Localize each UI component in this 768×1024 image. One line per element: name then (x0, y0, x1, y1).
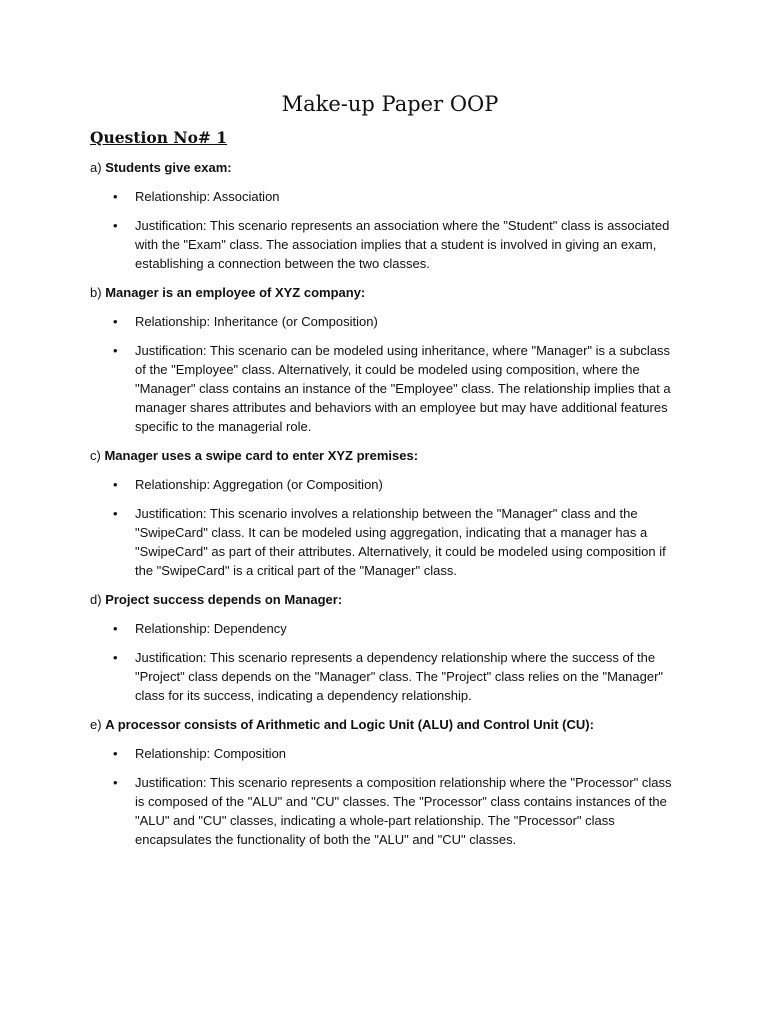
section-label (90, 283, 682, 302)
relationship-text: Relationship: Association (135, 189, 280, 204)
question-heading: Question No# 1 (90, 128, 228, 147)
bullet-icon: • (113, 218, 118, 233)
bullet-list (90, 475, 682, 580)
section-heading: Project success depends on Manager: (105, 592, 343, 607)
bullet-list (90, 187, 682, 273)
section-a (90, 158, 682, 273)
list-item (90, 312, 682, 331)
section-e (90, 715, 682, 849)
list-item (90, 648, 682, 705)
section-heading: Students give exam: (105, 160, 232, 175)
relationship-text: Relationship: Aggregation (or Composition) (135, 477, 383, 492)
bullet-icon: • (113, 621, 118, 636)
bullet-icon: • (113, 650, 118, 665)
section-letter: a) (90, 160, 102, 175)
section-heading: Manager uses a swipe card to enter XYZ premises: (104, 448, 419, 463)
section-heading: Manager is an employee of XYZ company: (105, 285, 366, 300)
bullet-list (90, 312, 682, 436)
section-d (90, 590, 682, 705)
list-item (90, 619, 682, 638)
relationship-text: Relationship: Dependency (135, 621, 287, 636)
justification-text: Justification: This scenario involves a relationship between the "Manager" class and the "SwipeCard" class. It can be modeled using aggregation, indicating that a manager has a "SwipeCard" as part of their attributes. Alternatively, it could be modeled using composition if the "SwipeCard" is a critical part of the "Manager" class. (135, 506, 666, 578)
section-heading: A processor consists of Arithmetic and Logic Unit (ALU) and Control Unit (CU): (105, 717, 594, 732)
section-letter: b) (90, 285, 102, 300)
justification-text: Justification: This scenario represents an association where the "Student" class is associated with the "Exam" class. The association implies that a student is involved in giving an exam, establishing a connection between the two classes. (135, 218, 670, 271)
section-c (90, 446, 682, 580)
relationship-text: Relationship: Inheritance (or Composition) (135, 314, 378, 329)
section-letter: c) (90, 448, 101, 463)
list-item (90, 744, 682, 763)
bullet-icon: • (113, 477, 118, 492)
list-item (90, 216, 682, 273)
section-label (90, 590, 682, 609)
section-label (90, 446, 682, 465)
bullet-list (90, 619, 682, 705)
section-letter: d) (90, 592, 102, 607)
relationship-text: Relationship: Composition (135, 746, 287, 761)
bullet-icon: • (113, 343, 118, 358)
list-item (90, 475, 682, 494)
bullet-icon: • (113, 314, 118, 329)
section-letter: e) (90, 717, 102, 732)
bullet-icon: • (113, 746, 118, 761)
justification-text: Justification: This scenario represents a dependency relationship where the success of the "Project" class depends on the "Manager" class. The "Project" class relies on the "Manager" class for its success, indicating a dependency relationship. (135, 650, 664, 703)
section-b (90, 283, 682, 436)
page-title: Make-up Paper OOP (281, 92, 499, 116)
answer-content (90, 158, 682, 859)
list-item (90, 341, 682, 436)
list-item (90, 187, 682, 206)
bullet-list (90, 744, 682, 849)
bullet-icon: • (113, 775, 118, 790)
justification-text: Justification: This scenario represents a composition relationship where the "Processor" class is composed of the "ALU" and "CU" classes. The "Processor" class contains instances of the "ALU" and "CU" classes, indicating a whole-part relationship. The "Processor" class encapsulates the functionality of both the "ALU" and "CU" classes. (135, 775, 672, 847)
list-item (90, 504, 682, 580)
section-label (90, 715, 682, 734)
bullet-icon: • (113, 506, 118, 521)
justification-text: Justification: This scenario can be modeled using inheritance, where "Manager" is a subclass of the "Employee" class. Alternatively, it could be modeled using composition, where the "Manager" class contains an instance of the "Employee" class. The relationship implies that a manager shares attributes and behaviors with an employee but may have additional features specific to the managerial role. (135, 343, 671, 434)
bullet-icon: • (113, 189, 118, 204)
list-item (90, 773, 682, 849)
section-label (90, 158, 682, 177)
